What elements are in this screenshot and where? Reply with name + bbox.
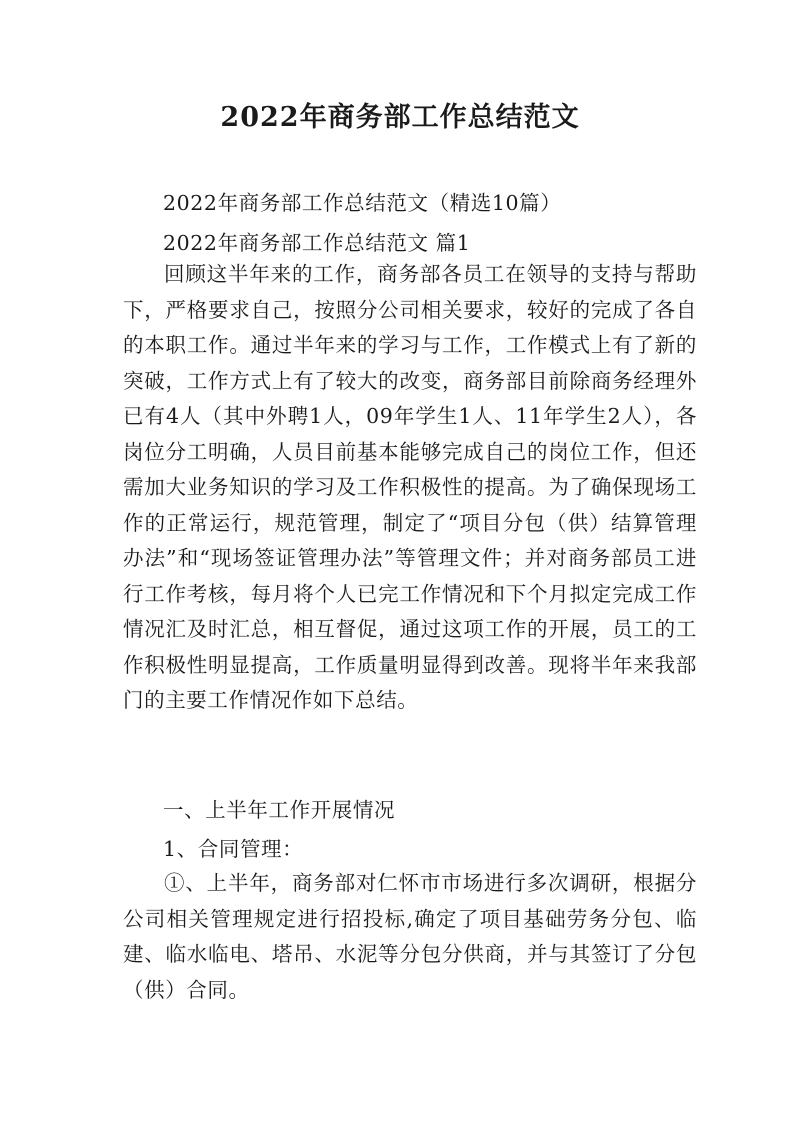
heading-1-1: 1、合同管理： [163,837,304,861]
section-heading: 2022年商务部工作总结范文 篇1 [163,231,471,255]
document-title: 2022年商务部工作总结范文 [220,102,580,133]
document-subtitle: 2022年商务部工作总结范文（精选10篇） [163,191,562,215]
item-1-paragraph: ①、上半年，商务部对仁怀市市场进行多次调研，根据分公司相关管理规定进行招投标,确定了项目基础劳务分包、临建、临水临电、塔吊、水泥等分包分供商，并与其签订了分包（供）合同。 [123,871,697,1002]
heading-1: 一、上半年工作开展情况 [163,798,396,822]
intro-paragraph: 回顾这半年来的工作，商务部各员工在领导的支持与帮助下，严格要求自己，按照分公司相关要求，较好的完成了各自的本职工作。通过半年来的学习与工作，工作模式上有了新的突破，工作方式上有了较大的改变，商务部目前除商务经理外已有4人（其中外聘1人，09年学生1人、11年学生2人），各岗位分工明确，人员目前基本能够完成自己的岗位工作，但还需加大业务知识的学习及工作积极性的提高。为了确保现场工作的正常运行，规范管理，制定了“项目分包（供）结算管理办法”和“现场签证管理办法”等管理文件；并对商务部员工进行工作考核，每月将个人已完工作情况和下个月拟定完成工作情况汇及时汇总，相互督促，通过这项工作的开展，员工的工作积极性明显提高，工作质量明显得到改善。现将半年来我部门的主要工作情况作如下总结。 [123,262,697,712]
